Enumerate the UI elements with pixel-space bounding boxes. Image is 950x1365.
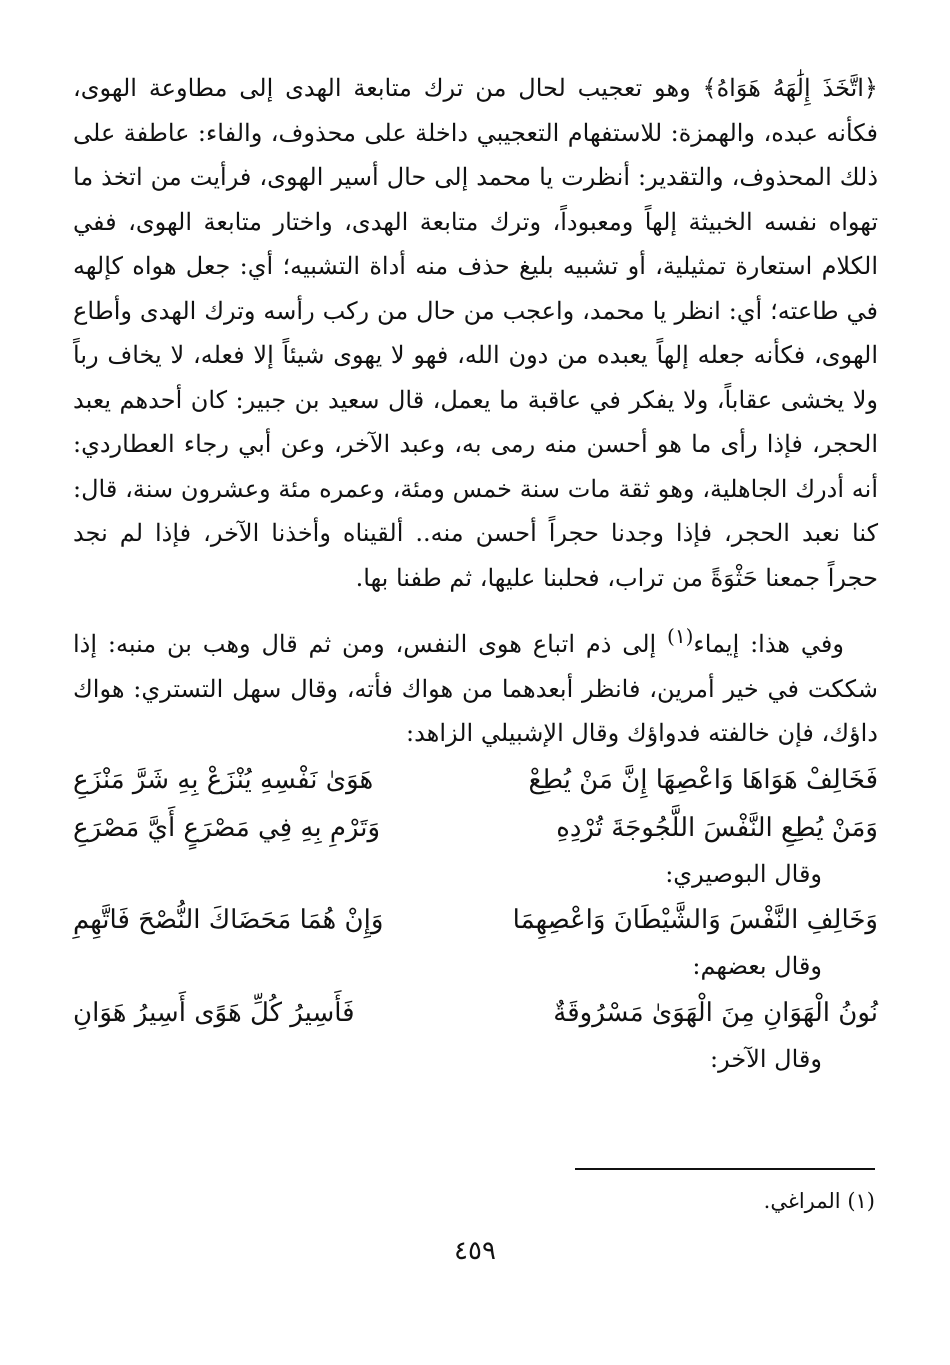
- poem-intro: وقال البوصيري:: [665, 859, 822, 888]
- verse-second-hemistich: هَوَىٰ نَفْسِهِ يُنْزَعْ بِهِ شَرَّ مَنْزَعِ: [73, 764, 374, 795]
- main-text: [73, 66, 878, 1081]
- poem-intro: وقال بعضهم:: [692, 952, 822, 980]
- verse-line: [73, 804, 878, 852]
- verse-second-hemistich: وَإِنْ هُمَا مَحَضَاكَ النُّصْحَ فَاتَّهِمِ: [73, 905, 384, 935]
- verse-line: [73, 989, 878, 1037]
- verse-first-hemistich: وَمَنْ يُطِعِ النَّفْسَ اللَّجُوجَةَ تُرْدِهِ: [556, 812, 878, 843]
- paragraph-2-start: وفي هذا: إيماء: [693, 630, 844, 658]
- footnote-reference: (١): [667, 624, 694, 648]
- verse-line: [73, 896, 878, 944]
- verse-first-hemistich: نُونُ الْهَوَانِ مِنَ الْهَوَىٰ مَسْرُوقَةٌ: [553, 997, 878, 1028]
- footnote-marker: (١): [847, 1189, 875, 1213]
- verse-first-hemistich: وَخَالِفِ النَّفْسَ وَالشَّيْطَانَ وَاعْصِهِمَا: [512, 905, 878, 935]
- paragraph-1: ﴿اتَّخَذَ إِلَٰهَهُ هَوَاهُ﴾ وهو تعجيب لحال من ترك متابعة الهدى إلى مطاوعة الهوى، فكأنه عبده، والهمزة: للاستفهام التعجيبي داخلة على محذوف، والفاء: عاطفة على ذلك المحذوف، والتقدير: أنظرت يا محمد إلى حال أسير الهوى، فرأيت من اتخذ ما تهواه نفسه الخبيثة إلهاً ومعبوداً، وترك متابعة الهدى، واختار متابعة الهوى، ففي الكلام استعارة تمثيلية، أو تشبيه بليغ حذف منه أداة التشبيه؛ أي: جعل هواه كإلهه في طاعته؛ أي: انظر يا محمد، واعجب من حال من ركب رأسه وترك الهدى وأطاع الهوى، فكأنه جعله إلهاً يعبده من دون الله، فهو لا يهوى شيئاً إلا فعله، لا يخاف رباً ولا يخشى عقاباً، ولا يفكر في عاقبة ما يعمل، قال سعيد بن جبير: كان أحدهم يعبد الحجر، فإذا رأى ما هو أحسن منه رمى به، وعبد الآخر، وعن أبي رجاء العطاردي: أنه أدرك الجاهلية، وهو ثقة مات سنة خمس ومئة، وعمره مئة وعشرون سنة، قال: كنا نعبد الحجر، فإذا وجدنا حجراً أحسن منه.. ألقيناه وأخذنا الآخر، فإذا لم نجد حجراً جمعنا حَثْوَةً من تراب، فحلبنا عليها، ثم طفنا بها.: [73, 74, 879, 592]
- footnote: [475, 1186, 875, 1216]
- footnote-separator: [575, 1168, 875, 1170]
- verse-first-hemistich: فَخَالِفْ هَوَاهَا وَاعْصِهَا إِنَّ مَنْ يُطِعْ: [528, 764, 878, 795]
- paragraph-2-end: إلى ذم اتباع هوى النفس، ومن ثم قال وهب بن منبه: إذا شككت في خير أمرين، فانظر أبعدهما من هواك فأته، وقال سهل التستري: هواك داؤك، فإن خالفته فدواؤك وقال الإشبيلي الزاهد:: [73, 630, 878, 747]
- page-number: ٤٥٩: [454, 1236, 496, 1266]
- paragraph-2: [73, 614, 878, 756]
- poem-intro: وقال الآخر:: [710, 1044, 822, 1073]
- footnote-text: المراغي.: [763, 1189, 841, 1213]
- verse-second-hemistich: وَتَرْمِ بِهِ فِي مَصْرَعٍ أَيَّ مَصْرَعِ: [73, 812, 381, 843]
- verse-second-hemistich: فَأَسِيرُ كُلِّ هَوًى أَسِيرُ هَوَانِ: [73, 997, 355, 1028]
- verse-line: [73, 756, 878, 804]
